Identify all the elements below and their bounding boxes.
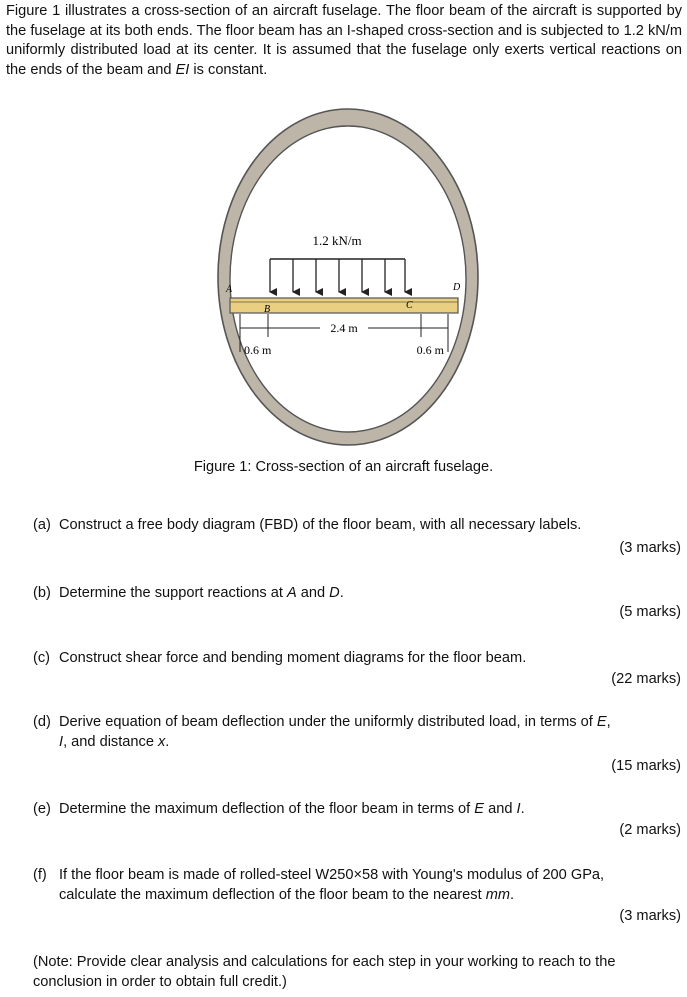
figure-caption: Figure 1: Cross-section of an aircraft fuselage. — [193, 459, 494, 475]
question-b-point-d: D — [329, 585, 340, 601]
intro-text-2: is constant. — [189, 61, 268, 78]
point-c-label: C — [406, 300, 413, 311]
question-b-label: (b) — [33, 585, 51, 601]
question-b-marks: (5 marks) — [619, 604, 681, 620]
question-e-e: E — [474, 801, 485, 817]
fuselage-figure — [210, 102, 490, 458]
question-c-marks: (22 marks) — [611, 671, 681, 687]
question-b-text-3: . — [339, 585, 344, 601]
question-b-text-2: and — [296, 585, 330, 601]
question-d-text-1: Derive equation of beam deflection under the uniformly distributed load, in terms of — [59, 714, 597, 730]
point-a-label: A — [226, 284, 233, 295]
question-f-text-2: calculate the maximum deflection of the floor beam to the nearest — [59, 887, 486, 903]
question-c — [33, 648, 683, 668]
span-left-label: 0.6 m — [244, 343, 272, 357]
question-d — [33, 712, 683, 752]
question-d-x: x — [158, 734, 166, 750]
point-b-label: B — [264, 304, 271, 315]
question-f-mm: mm — [485, 887, 511, 903]
question-e-text-1: Determine the maximum deflection of the floor beam in terms of — [59, 801, 475, 817]
question-e — [33, 799, 683, 819]
question-d-marks: (15 marks) — [611, 758, 681, 774]
question-e-i: I — [516, 801, 521, 817]
question-d-i: I — [59, 734, 64, 750]
span-right-label: 0.6 m — [416, 343, 444, 357]
question-b-point-a: A — [286, 585, 297, 601]
question-f-marks: (3 marks) — [619, 908, 681, 924]
load-label: 1.2 kN/m — [312, 233, 362, 248]
question-b — [33, 583, 683, 603]
question-a-label: (a) — [33, 517, 51, 533]
question-f-label: (f) — [33, 867, 47, 883]
question-e-text-2: and — [484, 801, 517, 817]
question-e-label: (e) — [33, 801, 51, 817]
question-a-text: Construct a free body diagram (FBD) of the floor beam, with all necessary labels. — [59, 517, 582, 533]
question-a-marks: (3 marks) — [619, 540, 681, 556]
question-d-text-2: , and distance — [63, 734, 158, 750]
question-f — [33, 865, 683, 905]
question-a — [33, 515, 683, 535]
question-f-text-1: If the floor beam is made of rolled-steel W250×58 with Young's modulus of 200 GPa, — [59, 867, 605, 883]
question-c-label: (c) — [33, 650, 51, 666]
question-d-comma: , — [606, 714, 611, 730]
question-e-text-3: . — [520, 801, 525, 817]
intro-ei: EI — [175, 61, 190, 78]
question-c-text: Construct shear force and bending moment diagrams for the floor beam. — [59, 650, 527, 666]
question-d-e: E — [596, 714, 607, 730]
intro-text-1: Figure 1 illustrates a cross-section of an aircraft fuselage. The floor beam of the aircraft is supported by the fuselage at its both ends. The floor beam has an I-shaped cross-section and is subjected to 1.2 kN/m uniformly distributed load at its center. It is assumed that the fuselage only exerts vertical reactions on the ends of the beam and — [6, 3, 682, 78]
question-f-text-3: . — [510, 887, 515, 903]
question-d-text-3: . — [165, 734, 170, 750]
question-e-marks: (2 marks) — [619, 822, 681, 838]
problem-intro — [6, 2, 682, 80]
point-d-label: D — [453, 282, 461, 293]
span-mid-label: 2.4 m — [330, 321, 358, 335]
question-b-text-1: Determine the support reactions at — [59, 585, 287, 601]
credit-note: (Note: Provide clear analysis and calculations for each step in your working to reach to the conclusion in order to obtain full credit.) — [33, 954, 616, 990]
question-d-label: (d) — [33, 714, 51, 730]
fuselage-inner — [230, 126, 466, 432]
